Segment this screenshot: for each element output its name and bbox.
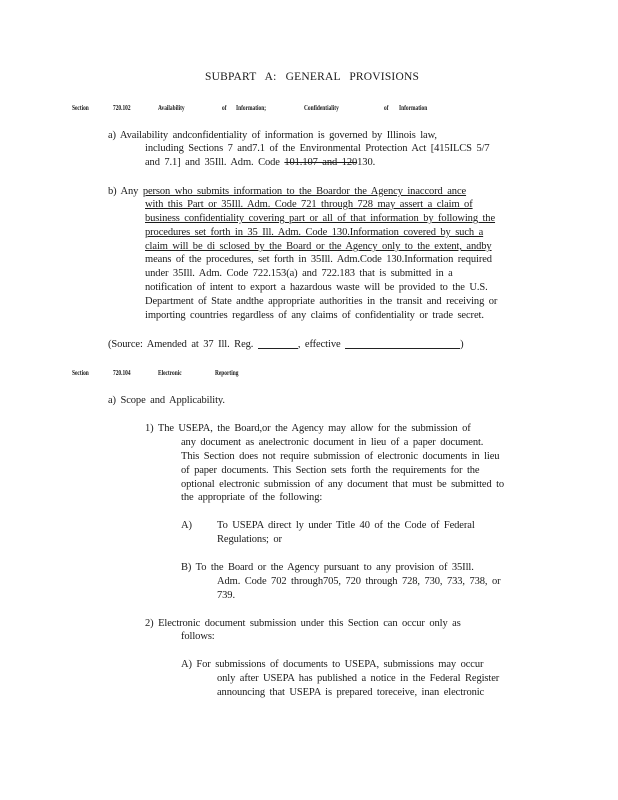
text-line: importing countries regardless of any claims of confidentiality or trade secret. — [145, 310, 484, 321]
text-line: To USEPA direct ly under Title 40 of the Code of Federal — [217, 520, 475, 531]
text-line: Regulations; or — [217, 534, 282, 545]
text-line: the appropriate of the following: — [181, 492, 323, 503]
text-line: 2) Electronic document submission under this Section can occur only as — [145, 618, 461, 629]
subpart-title: SUBPART A: GENERAL PROVISIONS — [205, 71, 420, 83]
text-line: of paper documents. This Section sets forth the requirements for the — [181, 465, 480, 476]
section-heading-word: Information — [399, 103, 428, 112]
section-label: Section — [72, 368, 89, 377]
source-note: (Source: Amended at 37 Ill. Reg. , effective ) — [108, 339, 464, 350]
text-line: b) Any person who submits information to the Boardor the Agency inaccord ance — [108, 186, 467, 197]
text-line: under 35Ill. Adm. Code 722.153(a) and 722.183 that is submitted in a — [145, 268, 453, 279]
section-number: 720.104 — [113, 368, 131, 377]
text-line: 739. — [217, 590, 235, 601]
section-heading-word: Electronic — [158, 368, 182, 377]
subsection-a-scope: a) Scope and Applicability. — [108, 395, 225, 406]
text-line: means of the procedures, set forth in 35Ill. Adm.Code 130.Information required — [145, 254, 492, 265]
text-line: B) To the Board or the Agency pursuant to any provision of 35Ill. — [181, 562, 474, 573]
section-heading-word: Confidentiality — [304, 103, 339, 112]
underlined-text-line: business confidentiality covering part or all of that information by following the — [145, 213, 496, 224]
item-label: A) — [181, 520, 192, 531]
section-heading-word: Information; — [236, 103, 267, 112]
text-line: follows: — [181, 631, 215, 642]
text-line: notification of intent to export a hazardous waste will be provided to the U.S. — [145, 282, 488, 293]
text-line: Adm. Code 702 through705, 720 through 728, 730, 733, 738, or — [217, 576, 501, 587]
underlined-text-line: procedures set forth in 35 Ill. Adm. Code 130.Information covered by such a — [145, 227, 484, 238]
text-line: including Sections 7 and7.1 of the Environmental Protection Act [415ILCS 5/7 — [145, 143, 490, 154]
section-heading-word: of — [384, 103, 389, 112]
section-heading-word: of — [222, 103, 227, 112]
blank-effective-date — [345, 338, 460, 349]
section-label: Section — [72, 103, 89, 112]
text-line: optional electronic submission of any document that must be submitted to — [181, 479, 505, 490]
section-number: 720.102 — [113, 103, 131, 112]
text-line: 1) The USEPA, the Board,or the Agency may allow for the submission of — [145, 423, 471, 434]
underlined-text: person who submits information to the Boardor the Agency inaccord ance — [142, 186, 467, 197]
text-line: This Section does not require submission of electronic documents in lieu — [181, 451, 500, 462]
text-line: a) Availability andconfidentiality of information is governed by Illinois law, — [108, 130, 437, 141]
text-line: any document as anelectronic document in lieu of a paper document. — [181, 437, 484, 448]
text-line: and 7.1] and 35Ill. Adm. Code 101.107 and 120130. — [145, 157, 376, 168]
underlined-text-line: claim will be di sclosed by the Board or the Agency only to the extent, andby — [145, 241, 492, 252]
text-line: Department of State andthe appropriate authorities in the transit and receiving or — [145, 296, 498, 307]
struck-text: 101.107 and 120 — [284, 157, 358, 168]
text-line: only after USEPA has published a notice in the Federal Register — [217, 673, 500, 684]
section-heading-word: Reporting — [215, 368, 239, 377]
text-line: A) For submissions of documents to USEPA, submissions may occur — [181, 659, 484, 670]
text-line: announcing that USEPA is prepared toreceive, inan electronic — [217, 687, 485, 698]
section-heading-word: Availability — [158, 103, 185, 112]
blank-reg-page — [258, 338, 298, 349]
underlined-text-line: with this Part or 35Ill. Adm. Code 721 through 728 may assert a claim of — [145, 199, 473, 210]
